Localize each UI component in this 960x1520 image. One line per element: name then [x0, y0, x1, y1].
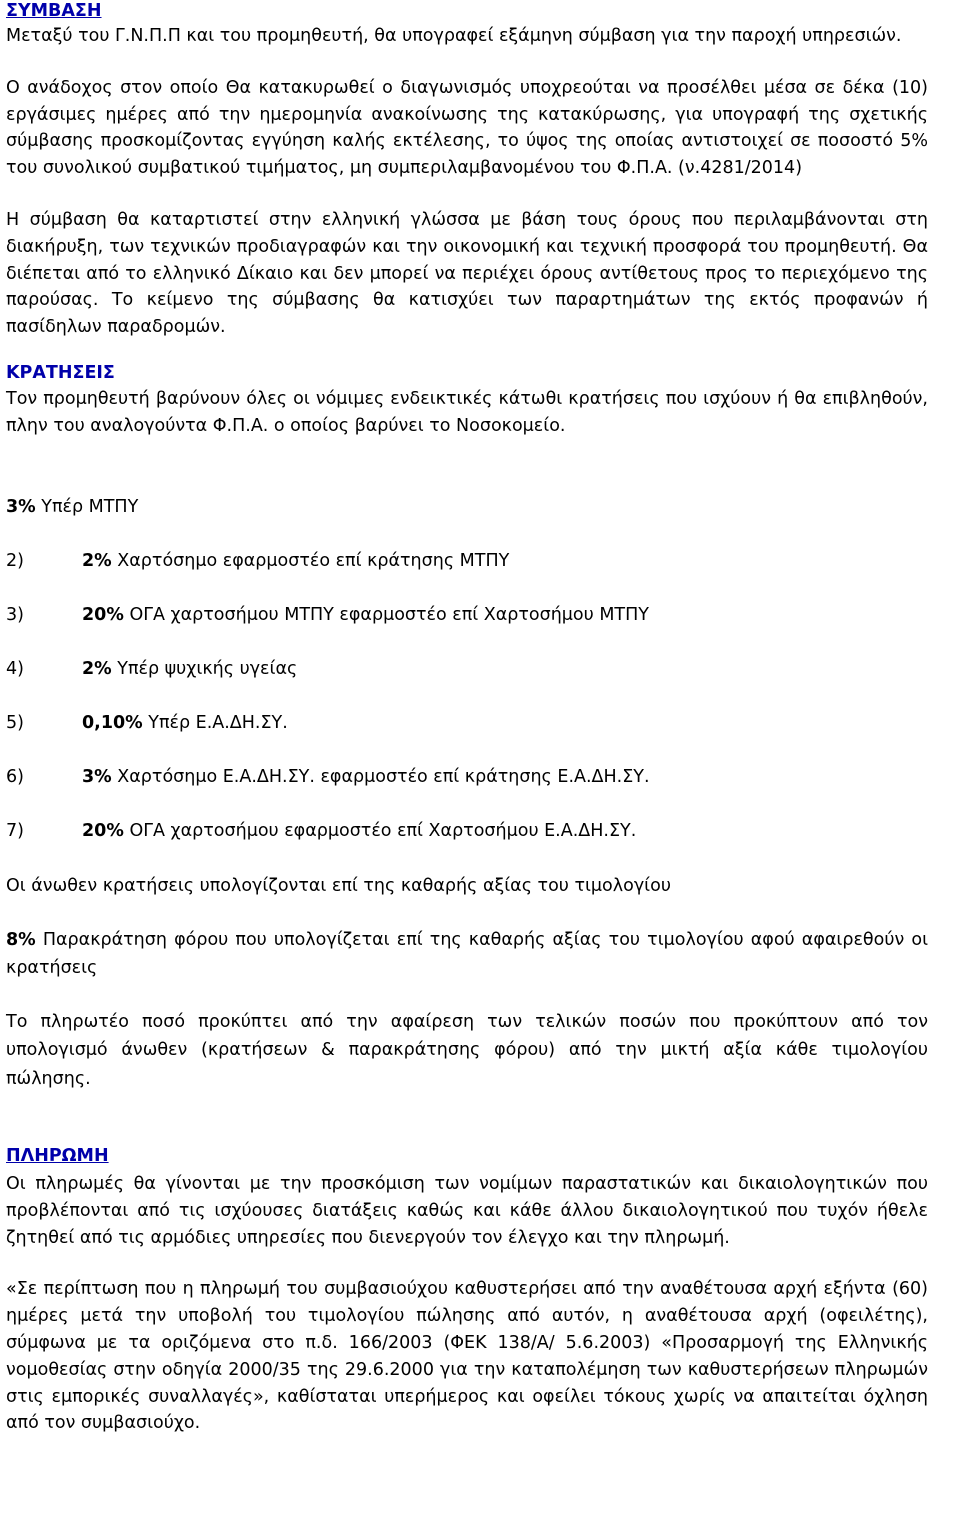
tax-withholding — [6, 926, 928, 982]
payment-heading: ΠΛΗΡΩΜΗ — [6, 1146, 109, 1167]
deductions-heading: ΚΡΑΤΗΣΕΙΣ — [6, 362, 115, 383]
net-amount-note: Το πληρωτέο ποσό προκύπτει από την αφαίρεση των τελικών ποσών που προκύπτουν από τον υπολογισμό άνωθεν (κρατήσεων & παρακράτησης φόρου) από την μικτή αξία κάθε τιμολογίου πώλησης. — [6, 1011, 928, 1089]
deduction-item-2 — [6, 548, 928, 574]
deduction-percent: 20% — [82, 604, 124, 625]
deduction-percent: 2% — [82, 550, 112, 571]
deduction-percent: 2% — [82, 658, 112, 679]
deduction-number: 3) — [6, 604, 24, 625]
deduction-number: 5) — [6, 712, 24, 733]
deduction-item-3 — [6, 602, 928, 628]
deduction-percent: 3% — [6, 496, 36, 517]
deduction-item-6 — [6, 764, 928, 790]
contract-intro: Μεταξύ του Γ.Ν.Π.Π και του προμηθευτή, θα υπογραφεί εξάμηνη σύμβαση για την παροχή υπηρεσιών. — [6, 26, 902, 46]
deduction-number: 2) — [6, 550, 24, 571]
deduction-number: 7) — [6, 820, 24, 841]
deductions-intro: Τον προμηθευτή βαρύνουν όλες οι νόμιμες ενδεικτικές κάτωθι κρατήσεις που ισχύουν ή θα επιβληθούν, πλην του αναλογούντα Φ.Π.Α. ο οποίος βαρύνει το Νοσοκομείο. — [6, 388, 928, 436]
deductions-calc-note: Οι άνωθεν κρατήσεις υπολογίζονται επί της καθαρής αξίας του τιμολογίου — [6, 875, 671, 896]
deduction-text: Υπέρ ψυχικής υγείας — [111, 658, 298, 679]
deduction-number: 4) — [6, 658, 24, 679]
payment-paragraph-1: Οι πληρωμές θα γίνονται με την προσκόμιση των νομίμων παραστατικών και δικαιολογητικών που προβλέπονται από τις ισχύουσες διατάξεις καθώς και κάθε άλλου δικαιολογητικού που τυχόν ήθελε ζητηθεί από τις αρμόδιες υπηρεσίες που διενεργούν τον έλεγχο και την πληρωμή. — [6, 1174, 928, 1248]
deduction-text: Υπέρ ΜΤΠΥ — [35, 496, 139, 517]
deduction-text: Υπέρ Ε.Α.ΔΗ.ΣΥ. — [142, 712, 288, 733]
deduction-percent: 20% — [82, 820, 124, 841]
deduction-item-7 — [6, 818, 928, 844]
deduction-number: 6) — [6, 766, 24, 787]
contract-heading: ΣΥΜΒΑΣΗ — [6, 1, 102, 21]
deduction-text: ΟΓΑ χαρτοσήμου εφαρμοστέο επί Χαρτοσήμου Ε.Α.ΔΗ.ΣΥ. — [123, 820, 637, 841]
withholding-percent: 8% — [6, 929, 36, 950]
deduction-text: Χαρτόσημο εφαρμοστέο επί κράτησης ΜΤΠΥ — [111, 550, 510, 571]
contract-paragraph-1: Ο ανάδοχος στον οποίο Θα κατακυρωθεί ο διαγωνισμός υποχρεούται να προσέλθει μέσα σε δέκα (10) εργάσιμες ημέρες από την ημερομηνία ανακοίνωσης της κατακύρωσης, για υπογραφή της σχετικής σύμβασης προσκομίζοντας εγγύηση καλής εκτέλεσης, το ύψος της οποίας αντιστοιχεί σε ποσοστό 5% του συνολικού συμβατικού τιμήματος, μη συμπεριλαμβανομένου του Φ.Π.Α. (ν.4281/2014) — [6, 77, 928, 179]
deduction-percent: 0,10% — [82, 712, 143, 733]
deduction-item-5 — [6, 710, 928, 736]
withholding-text: Παρακράτηση φόρου που υπολογίζεται επί της καθαρής αξίας του τιμολογίου αφού αφαιρεθούν οι κρατήσεις — [6, 929, 928, 978]
deduction-text: ΟΓΑ χαρτοσήμου ΜΤΠΥ εφαρμοστέο επί Χαρτοσήμου ΜΤΠΥ — [123, 604, 649, 625]
deduction-text: Χαρτόσημο Ε.Α.ΔΗ.ΣΥ. εφαρμοστέο επί κράτησης Ε.Α.ΔΗ.ΣΥ. — [111, 766, 650, 787]
deduction-item-4 — [6, 656, 928, 682]
contract-paragraph-2: Η σύμβαση θα καταρτιστεί στην ελληνική γλώσσα με βάση τους όρους που περιλαμβάνονται στη διακήρυξη, των τεχνικών προδιαγραφών και την οικονομική και τεχνική προσφορά του προμηθευτή. Θα διέπεται από το ελληνικό Δίκαιο και δεν μπορεί να περιέχει όρους αντίθετους προς το περιεχόμενο της παρούσας. Το κείμενο της σύμβασης θα κατισχύει των παραρτημάτων της εκτός προφανών ή πασίδηλων παραδρομών. — [6, 209, 928, 338]
deduction-percent: 3% — [82, 766, 112, 787]
deduction-item-1 — [6, 494, 928, 520]
payment-paragraph-2: «Σε περίπτωση που η πληρωμή του συμβασιούχου καθυστερήσει από την αναθέτουσα αρχή εξήντα (60) ημέρες μετά την υποβολή του τιμολογίου πώλησης από αυτόν, η αναθέτουσα αρχή (οφειλέτης), σύμφωνα με τα οριζόμενα στο π.δ. 166/2003 (ΦΕΚ 138/Α/ 5.6.2003) «Προσαρμογή της Ελληνικής νομοθεσίας στην οδηγία 2000/35 της 29.6.2000 για την καταπολέμηση των καθυστερήσεων πληρωμών στις εμπορικές συναλλαγές», καθίσταται υπερήμερος και οφείλει τόκους χωρίς να απαιτείται όχληση από τον συμβασιούχο. — [6, 1279, 928, 1434]
document-page — [6, 0, 928, 1437]
